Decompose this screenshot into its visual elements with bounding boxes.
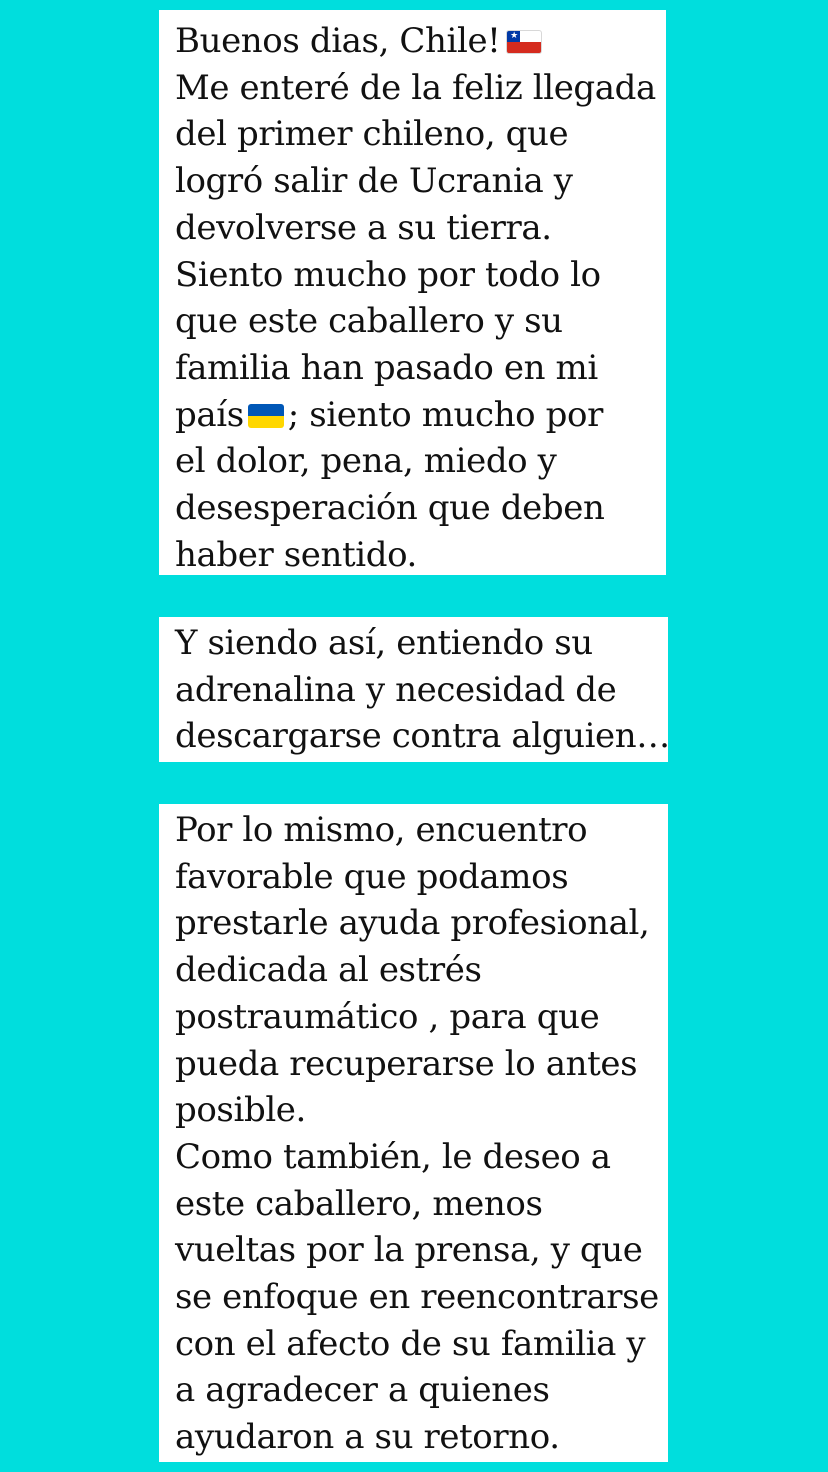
text-line: dedicada al estrés xyxy=(175,950,482,991)
text-line: a agradecer a quienes xyxy=(175,1370,550,1411)
text-line: favorable que podamos xyxy=(175,856,569,897)
text-block-wishes xyxy=(159,804,668,1462)
text-line xyxy=(175,392,666,439)
text-line: Y siendo así, entiendo su xyxy=(175,623,593,663)
text-block-understanding xyxy=(159,617,668,762)
text-line: se enfoque en reencontrarse xyxy=(175,1277,659,1318)
text-line: logró salir de Ucrania y xyxy=(175,161,573,202)
text-line: que este caballero y su xyxy=(175,301,563,342)
text-line xyxy=(175,18,666,65)
text-block-greeting xyxy=(159,10,666,575)
text-line: desesperación que deben xyxy=(175,488,605,529)
text-line: Siento mucho por todo lo xyxy=(175,254,601,295)
text-line: haber sentido. xyxy=(175,534,417,575)
text-line: este caballero, menos xyxy=(175,1183,543,1224)
text-line: Me enteré de la feliz llegada xyxy=(175,67,656,108)
text-line: del primer chileno, que xyxy=(175,114,569,155)
text-line-content: país xyxy=(175,394,244,435)
text-line: devolverse a su tierra. xyxy=(175,207,552,248)
text-line: Por lo mismo, encuentro xyxy=(175,810,588,850)
chile-flag-icon: ★ xyxy=(506,30,542,54)
text-line: con el afecto de su familia y xyxy=(175,1323,646,1364)
text-line-content: Buenos dias, Chile! xyxy=(175,21,501,61)
text-line: adrenalina y necesidad de xyxy=(175,669,617,710)
text-line: familia han pasado en mi xyxy=(175,347,598,388)
text-line: descargarse contra alguien… xyxy=(175,716,670,757)
text-line: Como también, le deseo a xyxy=(175,1136,611,1177)
text-line: posible. xyxy=(175,1090,306,1131)
text-line: postraumático , para que xyxy=(175,996,600,1037)
text-line-content: ; siento mucho por xyxy=(287,394,603,435)
text-line: ayudaron a su retorno. xyxy=(175,1417,560,1458)
ukraine-flag-icon xyxy=(248,404,284,428)
text-line: pueda recuperarse lo antes xyxy=(175,1043,638,1084)
text-line: vueltas por la prensa, y que xyxy=(175,1230,643,1271)
text-line: prestarle ayuda profesional, xyxy=(175,903,650,944)
text-line: el dolor, pena, miedo y xyxy=(175,441,557,482)
